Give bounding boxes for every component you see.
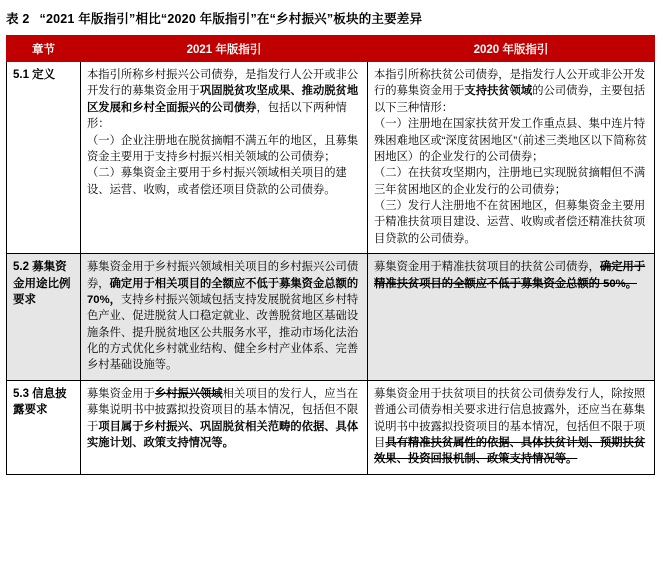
text-run: （一）企业注册地在脱贫摘帽不满五年的地区，且募集资金主要用于支持乡村振兴相关领域的公司债券； — [87, 134, 359, 163]
text-run: 募集资金用于扶贫项目的扶贫公司债券发行人，除按照普通公司债券相关要求进行信息披露外，还应当在募集说明书中披露拟投资项目的基本情况，包括但不限于项目 — [374, 387, 646, 449]
paragraph — [87, 133, 361, 166]
bold-text: 巩固脱贫攻坚成果、推动脱贫地区发展和乡村全面振兴的公司债券 — [87, 85, 359, 114]
row-section-label: 5.3 信息披露要求 — [7, 380, 81, 474]
text-run: （三）发行人注册地不在贫困地区，但募集资金主要用于精准扶贫项目建设、运营、收购或者偿还精准扶贫项目贷款的公司债券。 — [374, 200, 646, 245]
table-header-row — [7, 36, 655, 62]
table-caption-label: 表 2 — [6, 12, 30, 26]
paragraph — [374, 165, 648, 198]
cell-content — [87, 386, 361, 452]
paragraph — [87, 165, 361, 198]
cell-content — [374, 386, 648, 468]
paragraph — [87, 67, 361, 133]
table-header — [7, 36, 655, 62]
bold-text: 项目属于乡村振兴、巩固脱贫相关范畴的依据、具体实施计划、政策支持情况等。 — [87, 420, 359, 449]
table-row — [7, 62, 655, 254]
column-header-2020: 2020 年版指引 — [368, 36, 655, 62]
paragraph — [374, 198, 648, 247]
struck-text: 具有精准扶贫属性的依据、具体扶贫计划、预期扶贫效果、投资回报机制、政策支持情况等。 — [374, 436, 646, 466]
cell-2021-guidance — [81, 254, 368, 381]
cell-content — [374, 67, 648, 247]
text-run: （二）募集资金主要用于乡村振兴领域相关项目的建设、运营、收购，或者偿还项目贷款的公司债券。 — [87, 167, 347, 196]
cell-content — [87, 67, 361, 198]
table-caption-text: “2021 年版指引”相比“2020 年版指引”在“乡村振兴”板块的主要差异 — [39, 12, 423, 26]
text-run: （二）在扶贫攻坚期内，注册地已实现脱贫摘帽但不满三年贫困地区的企业发行的公司债券； — [374, 167, 646, 196]
text-run: 的公司债券，主要包括以下三种情形： — [374, 85, 646, 114]
text-run: 本指引所称扶贫公司债券，是指发行人公开或非公开发行的募集资金用于 — [374, 69, 646, 98]
text-run: 相关项目的发行人，应当在募集说明书中披露拟投资项目的基本情况，包括但不限于 — [87, 387, 359, 433]
cell-2020-guidance — [368, 254, 655, 381]
bold-text: 支持扶贫领域 — [464, 85, 533, 98]
paragraph — [374, 116, 648, 165]
text-run: ，包括以下两种情形： — [87, 101, 347, 131]
paragraph — [87, 386, 361, 452]
cell-2021-guidance — [81, 62, 368, 254]
paragraph — [87, 259, 361, 374]
table-row — [7, 254, 655, 381]
cell-2020-guidance — [368, 380, 655, 474]
text-run: 募集资金用于乡村振兴领域相关项目的乡村振兴公司债券， — [87, 261, 359, 290]
column-header-2021: 2021 年版指引 — [81, 36, 368, 62]
paragraph — [374, 67, 648, 116]
struck-text: 乡村振兴领域 — [154, 387, 223, 400]
cell-content — [374, 259, 648, 292]
text-run: 支持乡村振兴领域包括支持发展脱贫地区乡村特色产业、促进脱贫人口稳定就业、改善脱贫地区基础设施条件、提升脱贫地区公共服务水平，推动市场化法治化的方式优化乡村就业结构、健全乡村产业体系、完善乡村基础设施等。 — [87, 293, 359, 372]
row-section-label: 5.1 定义 — [7, 62, 81, 254]
table-row — [7, 380, 655, 474]
struck-text: 确定用于精准扶贫项目的全额应不低于募集资金总额的 50%。 — [374, 261, 646, 290]
text-run: （一）注册地在国家扶贫开发工作重点县、集中连片特殊困难地区或“深度贫困地区”（前述三类地区以下简称贫困地区）的企业发行的公司债券； — [374, 118, 648, 163]
paragraph — [374, 386, 648, 468]
cell-2021-guidance — [81, 380, 368, 474]
text-run: 募集资金用于 — [87, 387, 155, 400]
text-run: 募集资金用于精准扶贫项目的扶贫公司债券， — [374, 261, 600, 274]
table-body — [7, 62, 655, 475]
row-section-label: 5.2 募集资金用途比例要求 — [7, 254, 81, 381]
column-header-section: 章节 — [7, 36, 81, 62]
comparison-table — [6, 35, 655, 475]
cell-content — [87, 259, 361, 374]
text-run: 本指引所称乡村振兴公司债券，是指发行人公开或非公开发行的募集资金用于 — [87, 69, 359, 98]
table-caption — [0, 0, 663, 35]
paragraph — [374, 259, 648, 292]
bold-text: 确定用于相关项目的全额应不低于募集资金总额的 70%， — [87, 277, 359, 306]
cell-2020-guidance — [368, 62, 655, 254]
